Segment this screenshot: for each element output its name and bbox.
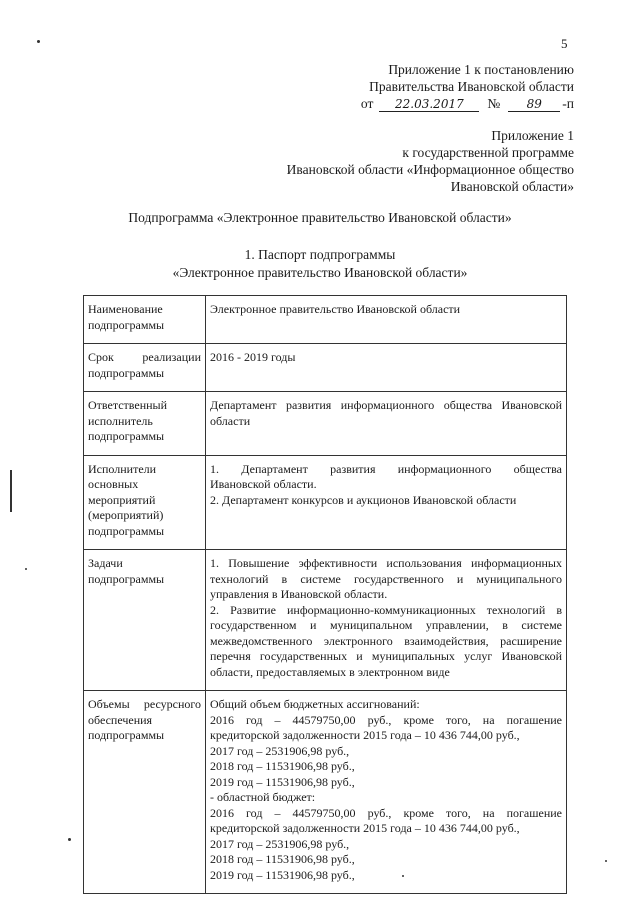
number-suffix: -п (562, 96, 574, 111)
value-line: области, предоставляемых в электронном виде (210, 664, 450, 679)
program-appendix-line: Приложение 1 (491, 128, 574, 143)
passport-table (83, 295, 567, 894)
value-line: Общий объем бюджетных ассигнований: (210, 697, 420, 711)
scan-mark (37, 40, 40, 43)
row-value (206, 296, 567, 344)
label-line: подпрограммы (88, 728, 165, 742)
value-line: 2019 год – 11531906,98 руб., (210, 867, 355, 882)
value-line: 2018 год – 11531906,98 руб., (210, 852, 355, 866)
row-value (206, 550, 567, 691)
table-row (84, 392, 567, 456)
program-appendix-line: Ивановской области» (450, 179, 574, 194)
value-line: 2018 год – 11531906,98 руб., (210, 759, 355, 773)
label-line: (мероприятий) (88, 508, 164, 522)
value-line: межведомственного электронного взаимодействия, расширение (210, 633, 562, 648)
scan-mark (68, 838, 71, 841)
value-line: - областной бюджет: (210, 790, 316, 804)
row-label (84, 691, 206, 894)
label-line: мероприятий (88, 492, 156, 507)
program-appendix-line: к государственной программе (402, 145, 574, 160)
table-row (84, 455, 567, 550)
label-line: подпрограммы (88, 571, 165, 586)
row-label (84, 455, 206, 550)
value-line: перечня государственных и муниципальных услуг Ивановской (210, 649, 562, 663)
label-line: Наименование (88, 302, 163, 316)
row-value (206, 691, 567, 894)
value-line: технологий в системе государственного и муниципального (210, 571, 562, 586)
label-line: подпрограммы (88, 429, 165, 443)
row-value (206, 455, 567, 550)
handwritten-number: 89 (508, 97, 560, 112)
table-row (84, 550, 567, 691)
number-label: № (487, 96, 501, 111)
decree-reference-line (361, 95, 574, 112)
value-line: Департамент развития информационного общества Ивановской (210, 398, 562, 412)
value-line: 2. Развитие информационно-коммуникационных технологий в (210, 602, 562, 617)
value-line: 2016 год – 44579750,00 руб., кроме того, на погашение (210, 712, 562, 727)
scan-mark (605, 860, 607, 862)
value-line: 1. Повышение эффективности использования информационных (210, 556, 562, 570)
value-line: государственном и муниципальном управлении, в системе (210, 618, 562, 632)
label-line: Объемы ресурсного (88, 697, 201, 711)
scan-mark (10, 470, 12, 512)
table-row (84, 691, 567, 894)
decree-appendix-line: Приложение 1 к постановлению (388, 62, 574, 77)
program-appendix-line: Ивановской области «Информационное общество (286, 162, 574, 177)
value-line: 2017 год – 2531906,98 руб., (210, 836, 350, 851)
passport-title-line: 1. Паспорт подпрограммы (244, 247, 396, 262)
label-line: Ответственный (88, 398, 168, 412)
row-label (84, 296, 206, 344)
table-row (84, 344, 567, 392)
value-line: кредиторской задолженности 2015 года – 10 436 744,00 руб., (210, 728, 520, 742)
value-line: Электронное правительство Ивановской области (210, 302, 461, 316)
table-row (84, 296, 567, 344)
scan-mark (402, 875, 404, 877)
label-line: Исполнители (88, 461, 157, 476)
row-label (84, 344, 206, 392)
page-number: 5 (561, 36, 568, 51)
program-appendix-header (287, 127, 574, 195)
label-line: основных (88, 477, 139, 491)
value-line: Ивановской области. (210, 477, 317, 491)
value-line: 2017 год – 2531906,98 руб., (210, 743, 350, 758)
row-value (206, 344, 567, 392)
label-line: обеспечения (88, 712, 153, 727)
row-value (206, 392, 567, 456)
value-line: 2. Департамент конкурсов и аукционов Ивановской области (210, 492, 517, 507)
value-line: 1. Департамент развития информационного общества (210, 461, 562, 476)
passport-title (0, 246, 640, 282)
row-label (84, 392, 206, 456)
passport-title-line: «Электронное правительство Ивановской области» (172, 265, 468, 280)
label-line: исполнитель (88, 413, 153, 428)
value-line: управления в Ивановской области. (210, 587, 388, 601)
value-line: кредиторской задолженности 2015 года – 10 436 744,00 руб., (210, 821, 520, 835)
label-line: Срок реализации (88, 350, 201, 364)
label-line: подпрограммы (88, 523, 165, 538)
label-line: подпрограммы (88, 365, 165, 380)
handwritten-date: 22.03.2017 (379, 97, 479, 112)
subprogram-title: Подпрограмма «Электронное правительство Ивановской области» (128, 210, 512, 225)
decree-appendix-header (361, 61, 574, 112)
value-line: 2016 год – 44579750,00 руб., кроме того, на погашение (210, 805, 562, 820)
from-label: от (360, 96, 374, 111)
label-line: подпрограммы (88, 317, 165, 332)
scan-mark (25, 568, 27, 570)
value-line: 2019 год – 11531906,98 руб., (210, 774, 355, 789)
label-line: Задачи (88, 556, 123, 570)
value-line: области (210, 413, 251, 428)
row-label (84, 550, 206, 691)
decree-appendix-line: Правительства Ивановской области (369, 79, 574, 94)
value-line: 2016 - 2019 годы (210, 350, 296, 364)
